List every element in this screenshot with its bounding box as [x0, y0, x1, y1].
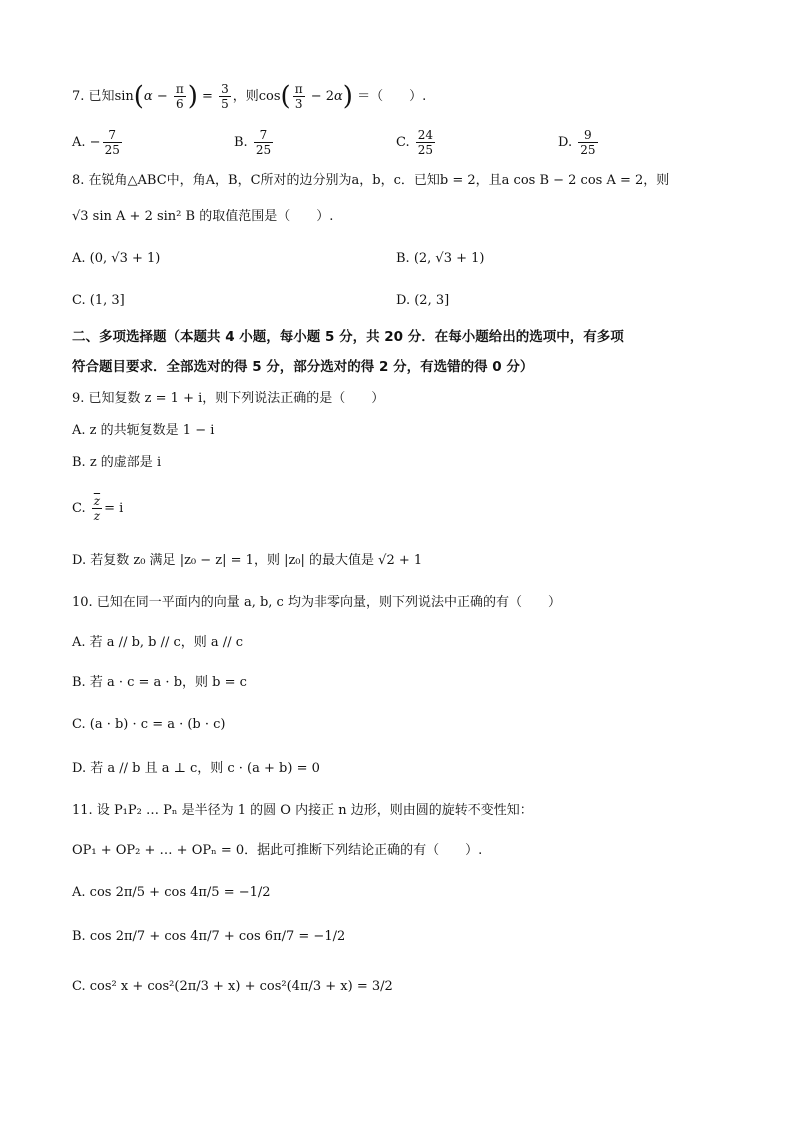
q11-stem-line2: OP₁ + OP₂ + … + OPₙ = 0．据此可推断下列结论正确的有（ ）.	[72, 843, 483, 858]
q8-stem-line1: 8. 在锐角△ABC中，角A，B，C所对的边分别为a，b，c．已知b = 2，且a cos B − 2 cos A = 2，则	[72, 173, 670, 188]
q7-option-d[interactable]: D. $\frac{9}{25}$	[558, 128, 596, 157]
q11-option-b[interactable]: B. cos 2π/7 + cos 4π/7 + cos 6π/7 = −1/2	[72, 929, 346, 944]
q10-option-d[interactable]: D. 若 a // b 且 a ⊥ c，则 c · (a + b) = 0	[72, 761, 320, 776]
q9-option-b[interactable]: B. z 的虚部是 i	[72, 455, 162, 470]
q7-given-fraction: $\frac{3}{5}$	[221, 82, 229, 111]
q7-option-b[interactable]: B. $\frac{7}{25}$	[234, 128, 272, 157]
q7-stem: 7. 已知sin(α − $\frac{\pi}{6}$ ) = $\frac{3}{5}$ ，则cos( $\frac{\pi}{3}$ − 2α) ＝（ ）.	[72, 81, 427, 112]
q10-option-c[interactable]: C. (a · b) · c = a · (b · c)	[72, 717, 226, 732]
q11-option-a[interactable]: A. cos 2π/5 + cos 4π/5 = −1/2	[72, 885, 271, 900]
q8-option-d[interactable]: D. (2, 3]	[396, 293, 450, 308]
q11-option-c[interactable]: C. cos² x + cos²(2π/3 + x) + cos²(4π/3 + x) = 3/2	[72, 979, 393, 994]
q9-conj-fraction: $\frac{\overline{z}}{z}$	[93, 494, 101, 523]
q9-option-d[interactable]: D. 若复数 z₀ 满足 |z₀ − z| = 1，则 |z₀| 的最大值是 √2 + 1	[72, 553, 423, 568]
q7-option-c[interactable]: C. $\frac{24}{25}$	[396, 128, 434, 157]
q7-option-a[interactable]: A. − $\frac{7}{25}$	[72, 128, 120, 157]
q9-option-c[interactable]: C. $\frac{\overline{z}}{z}$ = i	[72, 494, 124, 523]
section2-heading-line2: 符合题目要求．全部选对的得 5 分，部分选对的得 2 分，有选错的得 0 分）	[72, 359, 534, 375]
q10-option-a[interactable]: A. 若 a // b, b // c，则 a // c	[72, 635, 243, 650]
q10-stem: 10. 已知在同一平面内的向量 a, b, c 均为非零向量，则下列说法中正确的有（ ）	[72, 595, 561, 610]
q8-option-c[interactable]: C. (1, 3]	[72, 293, 125, 308]
q8-option-b[interactable]: B. (2, √3 + 1)	[396, 251, 485, 266]
q9-stem: 9. 已知复数 z = 1 + i，则下列说法正确的是（ ）	[72, 391, 385, 406]
q8-option-a[interactable]: A. (0, √3 + 1)	[72, 251, 161, 266]
section2-heading-line1: 二、多项选择题（本题共 4 小题，每小题 5 分，共 20 分．在每小题给出的选项中，有多项	[72, 329, 624, 345]
q11-stem-line1: 11. 设 P₁P₂ … Pₙ 是半径为 1 的圆 O 内接正 n 边形，则由圆的旋转不变性知：	[72, 803, 533, 818]
q10-option-b[interactable]: B. 若 a · c = a · b，则 b = c	[72, 675, 247, 690]
q8-stem-line2: √3 sin A + 2 sin² B 的取值范围是（ ）.	[72, 209, 334, 224]
q9-option-a[interactable]: A. z 的共轭复数是 1 − i	[72, 423, 215, 438]
